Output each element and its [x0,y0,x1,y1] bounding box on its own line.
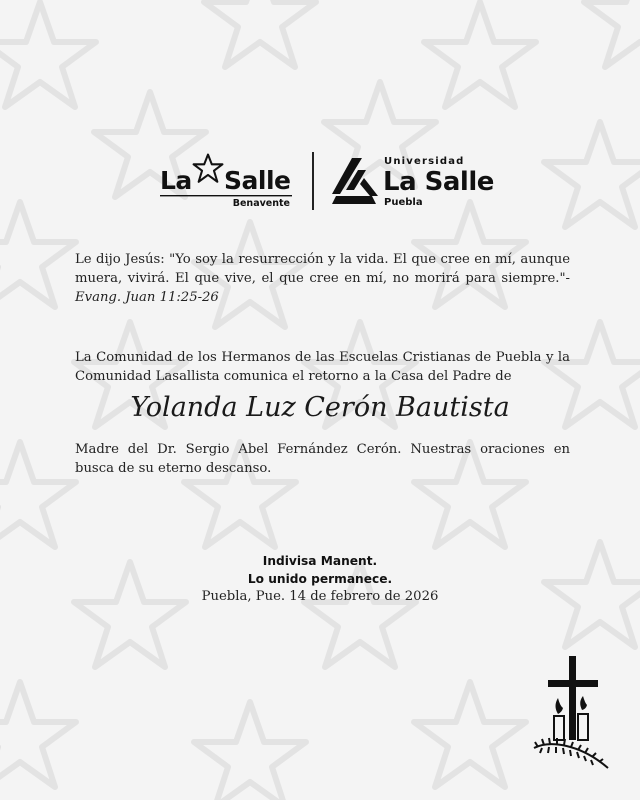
logo-lasalle-title: La Salle [383,167,494,197]
logo-word-la: La [160,166,192,195]
logo-word-salle: Salle [224,166,291,195]
lasalle-benavente-logo [160,152,292,212]
universidad-lasalle-puebla-logo [328,150,498,214]
logo-subtitle: Benavente [232,198,290,209]
logo-divider [312,152,314,210]
bible-quote [75,250,570,307]
announcement-text: La Comunidad de los Hermanos de las Escuelas Cristianas de Puebla y la Comunidad Lasallista comunica el retorno a la Casa del Padre de [75,350,570,384]
lasalle-emblem-icon [328,156,380,208]
logo-header [0,150,640,214]
quote-text: Le dijo Jesús: "Yo soy la resurrección y la vida. El que cree en mí, aunque muera, vivirá. El que vive, el que cree en mí, no morirá para siempre."- [75,252,570,286]
closing-block [0,552,640,606]
quote-reference: Evang. Juan 11:25-26 [75,290,219,305]
place-date: Puebla, Pue. 14 de febrero de 2026 [201,589,439,604]
logo-puebla-label: Puebla [384,197,423,208]
logo-universidad-label: Universidad [384,156,465,167]
star-icon [191,152,225,186]
deceased-name: Yolanda Luz Cerón Bautista [130,392,510,423]
description-text: Madre del Dr. Sergio Abel Fernández Cerón. Nuestras oraciones en busca de su eterno descanso. [75,442,570,476]
motto-latin: Indivisa Manent. [262,554,378,568]
cross-candle-icon [530,652,612,774]
motto-spanish: Lo unido permanece. [247,572,393,586]
